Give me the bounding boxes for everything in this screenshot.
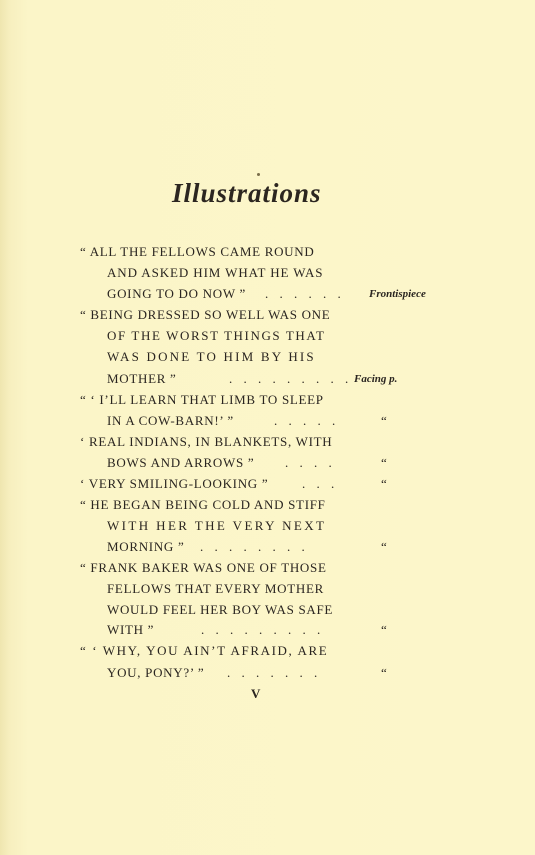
entry-6-leader: . . . . . . . .	[200, 539, 309, 554]
entry-5-ditto: “	[381, 476, 387, 491]
entry-3-line-1: “ ‘ I’LL LEARN THAT LIMB TO SLEEP	[80, 392, 324, 407]
entry-2-line-1: “ BEING DRESSED SO WELL WAS ONE	[80, 307, 331, 322]
entry-7-ditto: “	[381, 622, 387, 637]
entry-1-line-2: AND ASKED HIM WHAT HE WAS	[107, 265, 324, 280]
entry-2-leader: . . . . . . . . .	[229, 371, 353, 386]
entry-4-line-2: BOWS AND ARROWS ”	[107, 455, 255, 470]
page-title: Illustrations	[172, 178, 322, 208]
entry-5-line-1: ‘ VERY SMILING-LOOKING ”	[80, 476, 269, 491]
entry-4-line-1: ‘ REAL INDIANS, IN BLANKETS, WITH	[80, 434, 333, 449]
entry-6-line-3: MORNING ”	[107, 539, 185, 554]
entry-2-line-2: OF THE WORST THINGS THAT	[107, 328, 326, 343]
page-folio: V	[251, 686, 261, 701]
entry-6-ditto: “	[381, 539, 387, 554]
entry-3-line-2: IN A COW-BARN!’ ”	[107, 413, 234, 428]
entry-1-leader: . . . . . .	[265, 286, 345, 301]
entry-4-leader: . . . .	[285, 455, 336, 470]
entry-4-ditto: “	[381, 455, 387, 470]
entry-8-line-1: “ ‘ WHY, YOU AIN’T AFRAID, ARE	[80, 643, 329, 658]
entry-3-leader: . . . . .	[274, 413, 340, 428]
entry-1-line-3: GOING TO DO NOW ”	[107, 286, 246, 301]
entry-1-ref: Frontispiece	[369, 288, 426, 300]
entry-7-line-3: WOULD FEEL HER BOY WAS SAFE	[107, 602, 334, 617]
entry-2-ref: Facing p.	[354, 373, 398, 385]
entry-7-line-4: WITH ”	[107, 622, 155, 637]
entry-3-ditto: “	[381, 413, 387, 428]
entry-8-line-2: YOU, PONY?’ ”	[107, 665, 205, 680]
entry-2-line-4: MOTHER ”	[107, 371, 177, 386]
entry-8-ditto: “	[381, 665, 387, 680]
entry-5-leader: . . .	[302, 476, 339, 491]
entry-7-line-2: FELLOWS THAT EVERY MOTHER	[107, 581, 324, 596]
entry-1-line-1: “ ALL THE FELLOWS CAME ROUND	[80, 244, 315, 259]
entry-8-leader: . . . . . . .	[227, 665, 322, 680]
entry-7-line-1: “ FRANK BAKER WAS ONE OF THOSE	[80, 560, 327, 575]
entry-2-line-3: WAS DONE TO HIM BY HIS	[107, 349, 316, 364]
entry-6-line-2: WITH HER THE VERY NEXT	[107, 518, 327, 533]
ornament-dot	[257, 173, 260, 176]
entry-7-leader: . . . . . . . . .	[201, 622, 325, 637]
entry-6-line-1: “ HE BEGAN BEING COLD AND STIFF	[80, 497, 326, 512]
